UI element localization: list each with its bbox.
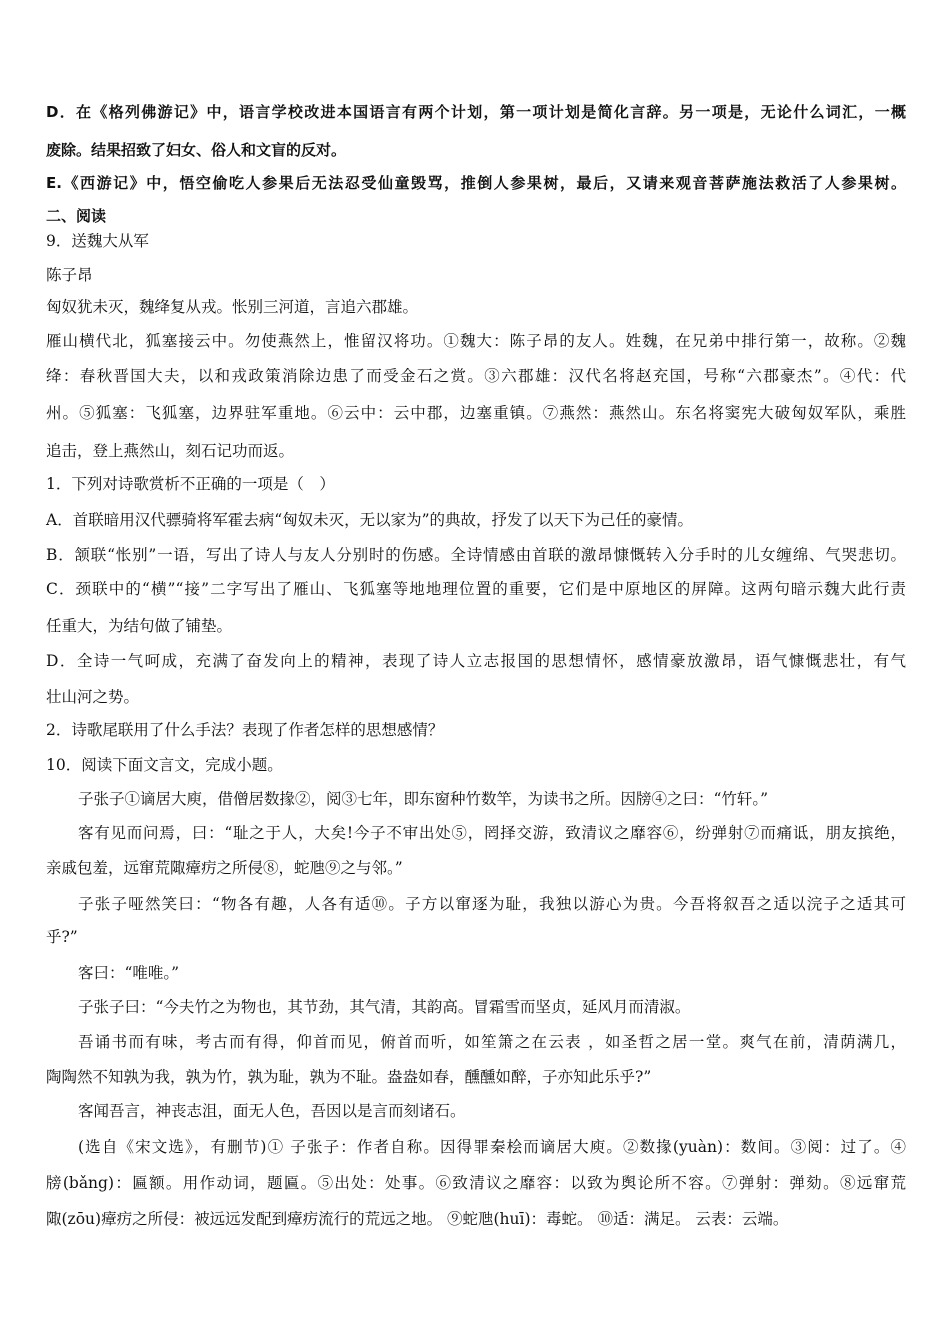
passage-para-1: 子张子①谪居大庾，借僧居数掾②，阅③七年，即东窗种竹数竿，为读书之所。因牓④之曰：“竹轩。” <box>78 790 769 808</box>
passage-para-5: 子张子曰：“今夫竹之为物也，其节劲，其气清，其韵高。冒霜雪而坚贞，延风月而清淑。 <box>78 998 691 1016</box>
passage-para-6-line-2: 陶陶然不知孰为我，孰为竹，孰为耻，孰为不耻。盎盎如春，醺醺如醉，子亦知此乐乎?” <box>46 1068 652 1086</box>
question-10-stem: 10．阅读下面文言文，完成小题。 <box>46 756 283 774</box>
question-2-stem: 2．诗歌尾联用了什么手法？表现了作者怎样的思想感情？ <box>46 721 444 739</box>
question-1-option-b: B．颔联“怅别”一语，写出了诗人与友人分别时的伤感。全诗情感由首联的激昂慷慨转入分手时的儿女缠绵、气哭悲切。 <box>46 546 906 564</box>
poem-note-line-3: 追击，登上燕然山，刻石记功而返。 <box>46 442 295 460</box>
poem-author: 陈子昂 <box>46 266 93 284</box>
passage-para-6-line-1: 吾诵书而有味，考古而有得，仰首而见，俯首而听，如笙箫之在云表 ，如圣哲之居一堂。爽气在前，清荫满几， <box>78 1033 906 1051</box>
question-9-title: 9．送魏大从军 <box>46 232 149 250</box>
question-1-option-c-line-2: 任重大，为结句做了铺垫。 <box>46 617 233 635</box>
option-e-line: E.《西游记》中，悟空偷吃人参果后无法忍受仙童毁骂，推倒人参果树，最后，又请来观音菩萨施法救活了人参果树。 <box>46 174 906 192</box>
question-1-option-d-line-2: 壮山河之势。 <box>46 688 140 706</box>
passage-notes-line-1: (选自《宋文选》，有删节)① 子张子：作者自称。因得罪秦桧而谪居大庾。②数掾(yuàn)：数间。③阅：过了。④ <box>78 1138 906 1156</box>
poem-note-line-2: 州。⑤狐塞：飞狐塞，边界驻军重地。⑥云中：云中郡，边塞重镇。⑦燕然：燕然山。东名将窦宪大破匈奴军队，乘胜 <box>46 404 906 422</box>
question-1-option-d-line-1: D．全诗一气呵成，充满了奋发向上的精神，表现了诗人立志报国的思想情怀，感情豪放激昂，语气慷慨悲壮，有气 <box>46 652 906 670</box>
passage-para-2-line-1: 客有见而问焉，曰：“耻之于人，大矣!今子不审出处⑤，罔择交游，致清议之靡容⑥，纷弹射⑦而痛诋，朋友摈绝， <box>78 824 906 842</box>
section-heading-reading: 二、阅读 <box>46 207 107 225</box>
passage-para-3-line-1: 子张子哑然笑曰：“物各有趣，人各有适⑩。子方以窜逐为耻，我独以游心为贵。今吾将叙吾之适以浣子之适其可 <box>78 895 906 913</box>
option-d-line-1: D．在《格列佛游记》中，语言学校改进本国语言有两个计划，第一项计划是简化言辞。另一项是，无论什么词汇，一概 <box>46 103 906 121</box>
passage-para-4: 客曰：“唯唯。” <box>78 964 180 982</box>
passage-para-3-line-2: 乎?” <box>46 928 78 946</box>
passage-notes-line-3: 陬(zōu)瘴疠之所侵：被远远发配到瘴疠流行的荒远之地。 ⑨蛇虺(huī)：毒蛇。 ⑩适：满足。 云表：云端。 <box>46 1210 789 1228</box>
poem-note-line-1: 绛：春秋晋国大夫，以和戎政策消除边患了而受金石之赏。③六郡雄：汉代名将赵充国，号称“六郡豪杰”。④代：代 <box>46 367 906 385</box>
question-1-option-a: A．首联暗用汉代骠骑将军霍去病“匈奴未灭，无以家为”的典故，抒发了以天下为己任的豪情。 <box>46 511 694 529</box>
poem-line-1: 匈奴犹未灭，魏绛复从戎。怅别三河道，言追六郡雄。 <box>46 298 419 316</box>
question-1-option-c-line-1: C．颈联中的“横”“接”二字写出了雁山、飞狐塞等地地理位置的重要，它们是中原地区的屏障。这两句暗示魏大此行责 <box>46 580 906 598</box>
passage-notes-line-2: 牓(bǎng)：匾额。用作动词，题匾。⑤出处：处事。⑥致清议之靡容：以致为舆论所不容。⑦弹射：弹劾。⑧远窜荒 <box>46 1174 906 1192</box>
question-1-stem: 1．下列对诗歌赏析不正确的一项是（ ） <box>46 475 335 493</box>
passage-para-7: 客闻吾言，神丧志沮，面无人色，吾因以是言而刻诸石。 <box>78 1102 466 1120</box>
passage-para-2-line-2: 亲戚包羞，远窜荒陬瘴疠之所侵⑧，蛇虺⑨之与邻。” <box>46 859 403 877</box>
option-d-line-2: 废除。结果招致了妇女、俗人和文盲的反对。 <box>46 141 347 159</box>
poem-line-2: 雁山横代北，狐塞接云中。勿使燕然上，惟留汉将功。①魏大：陈子昂的友人。姓魏，在兄弟中排行第一，故称。②魏 <box>46 332 906 350</box>
